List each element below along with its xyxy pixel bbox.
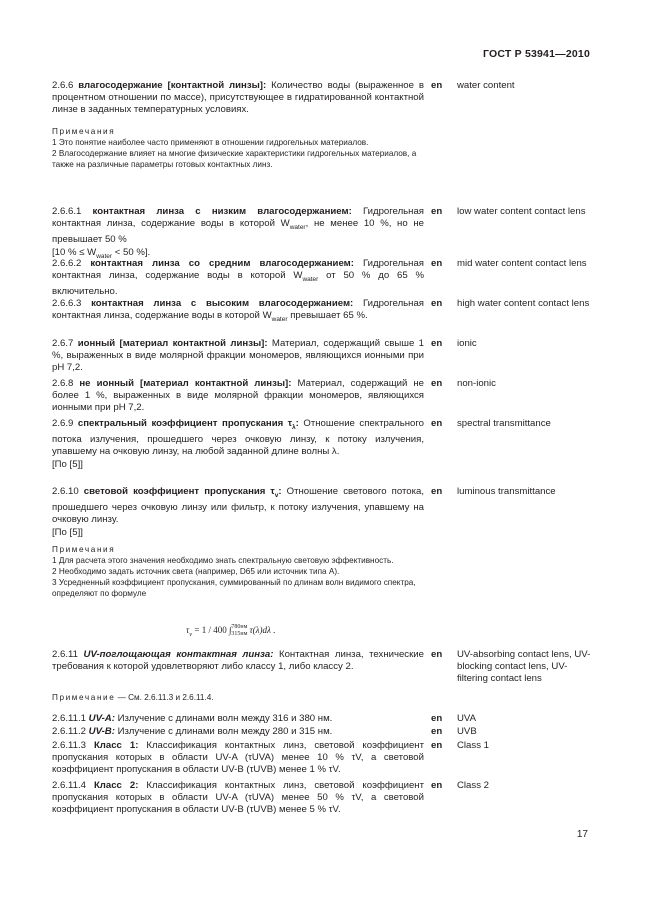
lang-code: en	[431, 726, 443, 737]
lang-code: en	[431, 649, 443, 660]
subscript: water	[289, 224, 306, 232]
entry-definition: Материал, содержащий свыше 1 %, выраженных в виде молярной фракции мономеров, являющихся ионными при рН 7,2.	[52, 338, 424, 374]
notes-block	[52, 127, 424, 171]
note-item: 3 Усредненный коэффициент пропускания, суммированный по длинам волн видимого спектра, определяют по формуле	[52, 577, 416, 598]
lang-code: en	[431, 780, 443, 791]
entry-2-6-6-3	[52, 298, 424, 326]
entry-term: влагосодержание [контактной линзы]:	[78, 80, 267, 91]
entry-term: контактная линза с высоким влагосодержанием:	[91, 298, 354, 309]
term-colon: :	[295, 418, 299, 429]
entry-number: 2.6.6.1	[52, 206, 82, 217]
lang-code: en	[431, 338, 443, 349]
entry-definition: Излучение с длинами волн между 316 и 380 нм.	[114, 713, 333, 724]
notes-block	[52, 545, 424, 600]
entry-number: 2.6.11.1	[52, 713, 86, 724]
english-term: Class 1	[457, 740, 489, 751]
subscript: water	[271, 316, 288, 324]
entry-definition: Классификация контактных линз, световой коэффициент пропускания которых в области UV-A (τUVA) менее 50 % τV, а световой коэффициент пропускания в области UV-B (τUVB) менее 5 % τV.	[52, 780, 425, 816]
entry-2-6-11-3	[52, 740, 424, 777]
entry-2-6-6-2	[52, 258, 424, 299]
lang-code: en	[431, 418, 443, 429]
entry-2-6-10	[52, 486, 424, 539]
note-item: 2 Необходимо задать источник света (например, D65 или источник типа A).	[52, 566, 340, 576]
entry-term: UV-B:	[88, 726, 115, 737]
entry-definition: Количество воды (выраженное в процентном отношении по массе), присутствующее в гидратированной контактной линзе в заданных температурных условиях.	[52, 80, 425, 116]
entry-term: не ионный [материал контактной линзы]:	[79, 378, 292, 389]
entry-number: 2.6.6	[52, 80, 74, 91]
entry-term: спектральный коэффициент пропускания τ	[77, 418, 293, 429]
english-term: UVB	[457, 726, 477, 737]
source-reference: [По [5]]	[52, 526, 83, 538]
english-term: ionic	[457, 338, 477, 349]
entry-number: 2.6.10	[52, 486, 79, 497]
lang-code: en	[431, 378, 443, 389]
entry-2-6-8	[52, 378, 424, 415]
subscript: λ	[292, 423, 296, 431]
formula-subscript: v	[189, 630, 193, 638]
entry-2-6-9	[52, 418, 424, 471]
entry-2-6-11	[52, 649, 424, 673]
formula-integral: = 1 / 400 ∫	[192, 625, 232, 636]
entry-definition: Контактная линза, технические требования к которой удовлетворяют либо классу 1, либо классу 2.	[52, 649, 424, 673]
entry-2-6-6	[52, 80, 424, 117]
entry-2-6-11-2	[52, 726, 424, 738]
note-item: 2 Влагосодержание влияет на многие физические характеристики гидрогельных материалов, а также на различные параметры готовых контактных линз.	[52, 148, 417, 169]
english-term: luminous transmittance	[457, 486, 556, 497]
english-term: water content	[457, 80, 515, 91]
note-item: 1 Для расчета этого значения необходимо знать спектральную световую эффективность.	[52, 555, 394, 565]
subscript: water	[302, 276, 319, 284]
subscript: v	[274, 491, 279, 499]
lang-code: en	[431, 206, 443, 217]
entry-number: 2.6.11.2	[52, 726, 86, 737]
entry-term: Класс 1:	[93, 740, 139, 751]
entry-number: 2.6.8	[52, 378, 74, 389]
entry-2-6-11-1	[52, 713, 424, 725]
entry-term: UV-поглощающая контактная линза:	[83, 649, 274, 660]
notes-block	[52, 693, 424, 704]
entry-definition: Отношение спектрального потока излучения, прошедшего через очковую линзу, к потоку излучения, упавшему на очковую линзу, на любой заданной длине волны λ.	[52, 418, 424, 458]
note-item: 1 Это понятие наиболее часто применяют в отношении гидрогельных материалов.	[52, 137, 369, 147]
entry-2-6-7	[52, 338, 424, 375]
english-term: UV-absorbing contact lens, UV-blocking contact lens, UV-filtering contact lens	[457, 649, 591, 685]
entry-definition-cont: от 50 % до 65 % включительно.	[52, 270, 424, 298]
entry-number: 2.6.11	[52, 649, 78, 660]
entry-number: 2.6.6.3	[52, 298, 82, 309]
lang-code: en	[431, 80, 443, 91]
lang-code: en	[431, 298, 443, 309]
entry-term: UV-A:	[88, 713, 115, 724]
lang-code: en	[431, 258, 443, 269]
entry-term: Класс 2:	[93, 780, 139, 791]
english-term: Class 2	[457, 780, 489, 791]
entry-definition: Излучение с длинами волн между 280 и 315 нм.	[114, 726, 333, 737]
lang-code: en	[431, 486, 443, 497]
source-reference: [По [5]]	[52, 458, 83, 470]
term-colon: :	[278, 486, 282, 497]
note-item: — См. 2.6.11.3 и 2.6.11.4.	[115, 693, 214, 702]
standard-header: ГОСТ Р 53941—2010	[482, 48, 590, 60]
entry-2-6-6-1	[52, 206, 424, 263]
upper-limit: 780нм	[231, 624, 248, 630]
entry-term: контактная линза с низким влагосодержанием:	[92, 206, 352, 217]
english-term: high water content contact lens	[457, 298, 590, 309]
subscript: water	[96, 252, 113, 260]
entry-term: ионный [материал контактной линзы]:	[77, 338, 268, 349]
lower-limit: 315нм	[231, 631, 248, 637]
formula-lhs: τ	[186, 625, 190, 636]
entry-definition-cont: превышает 65 %.	[287, 310, 368, 322]
entry-definition-cont: , не менее 10 %, но не превышает 50 %	[52, 218, 425, 246]
transmittance-formula	[186, 624, 275, 638]
entry-definition: Гидрогельная контактная линза, содержание воды в которой W	[52, 258, 424, 282]
integral-limits	[231, 624, 247, 638]
english-term: mid water content contact lens	[457, 258, 587, 269]
page-number: 17	[576, 829, 588, 840]
entry-definition: Материал, содержащий не более 1 %, выраженных в виде молярной фракции мономеров, являющихся ионными при рН 7,2.	[52, 378, 424, 414]
formula-rhs: τ(λ)dλ .	[249, 625, 276, 636]
english-term: UVA	[457, 713, 477, 724]
entry-definition: Классификация контактных линз, световой коэффициент пропускания которых в области UV-A (τUVA) менее 10 % τV, а световой коэффициент пропускания в области UV-B (τUVB) менее 1 % τV.	[52, 740, 425, 776]
lang-code: en	[431, 740, 443, 751]
range-expression-end: < 50 %].	[112, 246, 151, 258]
entry-number: 2.6.11.4	[52, 780, 86, 791]
english-term: non-ionic	[457, 378, 496, 389]
entry-term: световой коэффициент пропускания τ	[83, 486, 275, 497]
notes-title: Примечания	[52, 545, 116, 554]
entry-number: 2.6.11.3	[52, 740, 86, 751]
entry-term: контактная линза со средним влагосодержанием:	[90, 258, 354, 269]
entry-number: 2.6.9	[52, 418, 74, 429]
entry-number: 2.6.7	[52, 338, 74, 349]
range-expression: [10 % ≤ W	[52, 246, 97, 258]
entry-number: 2.6.6.2	[52, 258, 82, 269]
notes-title: Примечание	[52, 693, 116, 702]
notes-title: Примечания	[52, 127, 116, 136]
entry-2-6-11-4	[52, 780, 424, 817]
entry-definition: Отношение светового потока, прошедшего через очковую линзу или фильтр, к потоку излучения, упавшему на очковую линзу.	[52, 486, 424, 526]
entry-definition: Гидрогельная контактная линза, содержание воды в которой W	[52, 298, 424, 322]
lang-code: en	[431, 713, 443, 724]
english-term: spectral transmittance	[457, 418, 551, 429]
english-term: low water content contact lens	[457, 206, 586, 217]
entry-definition: Гидрогельная контактная линза, содержание воды в которой W	[52, 206, 424, 230]
